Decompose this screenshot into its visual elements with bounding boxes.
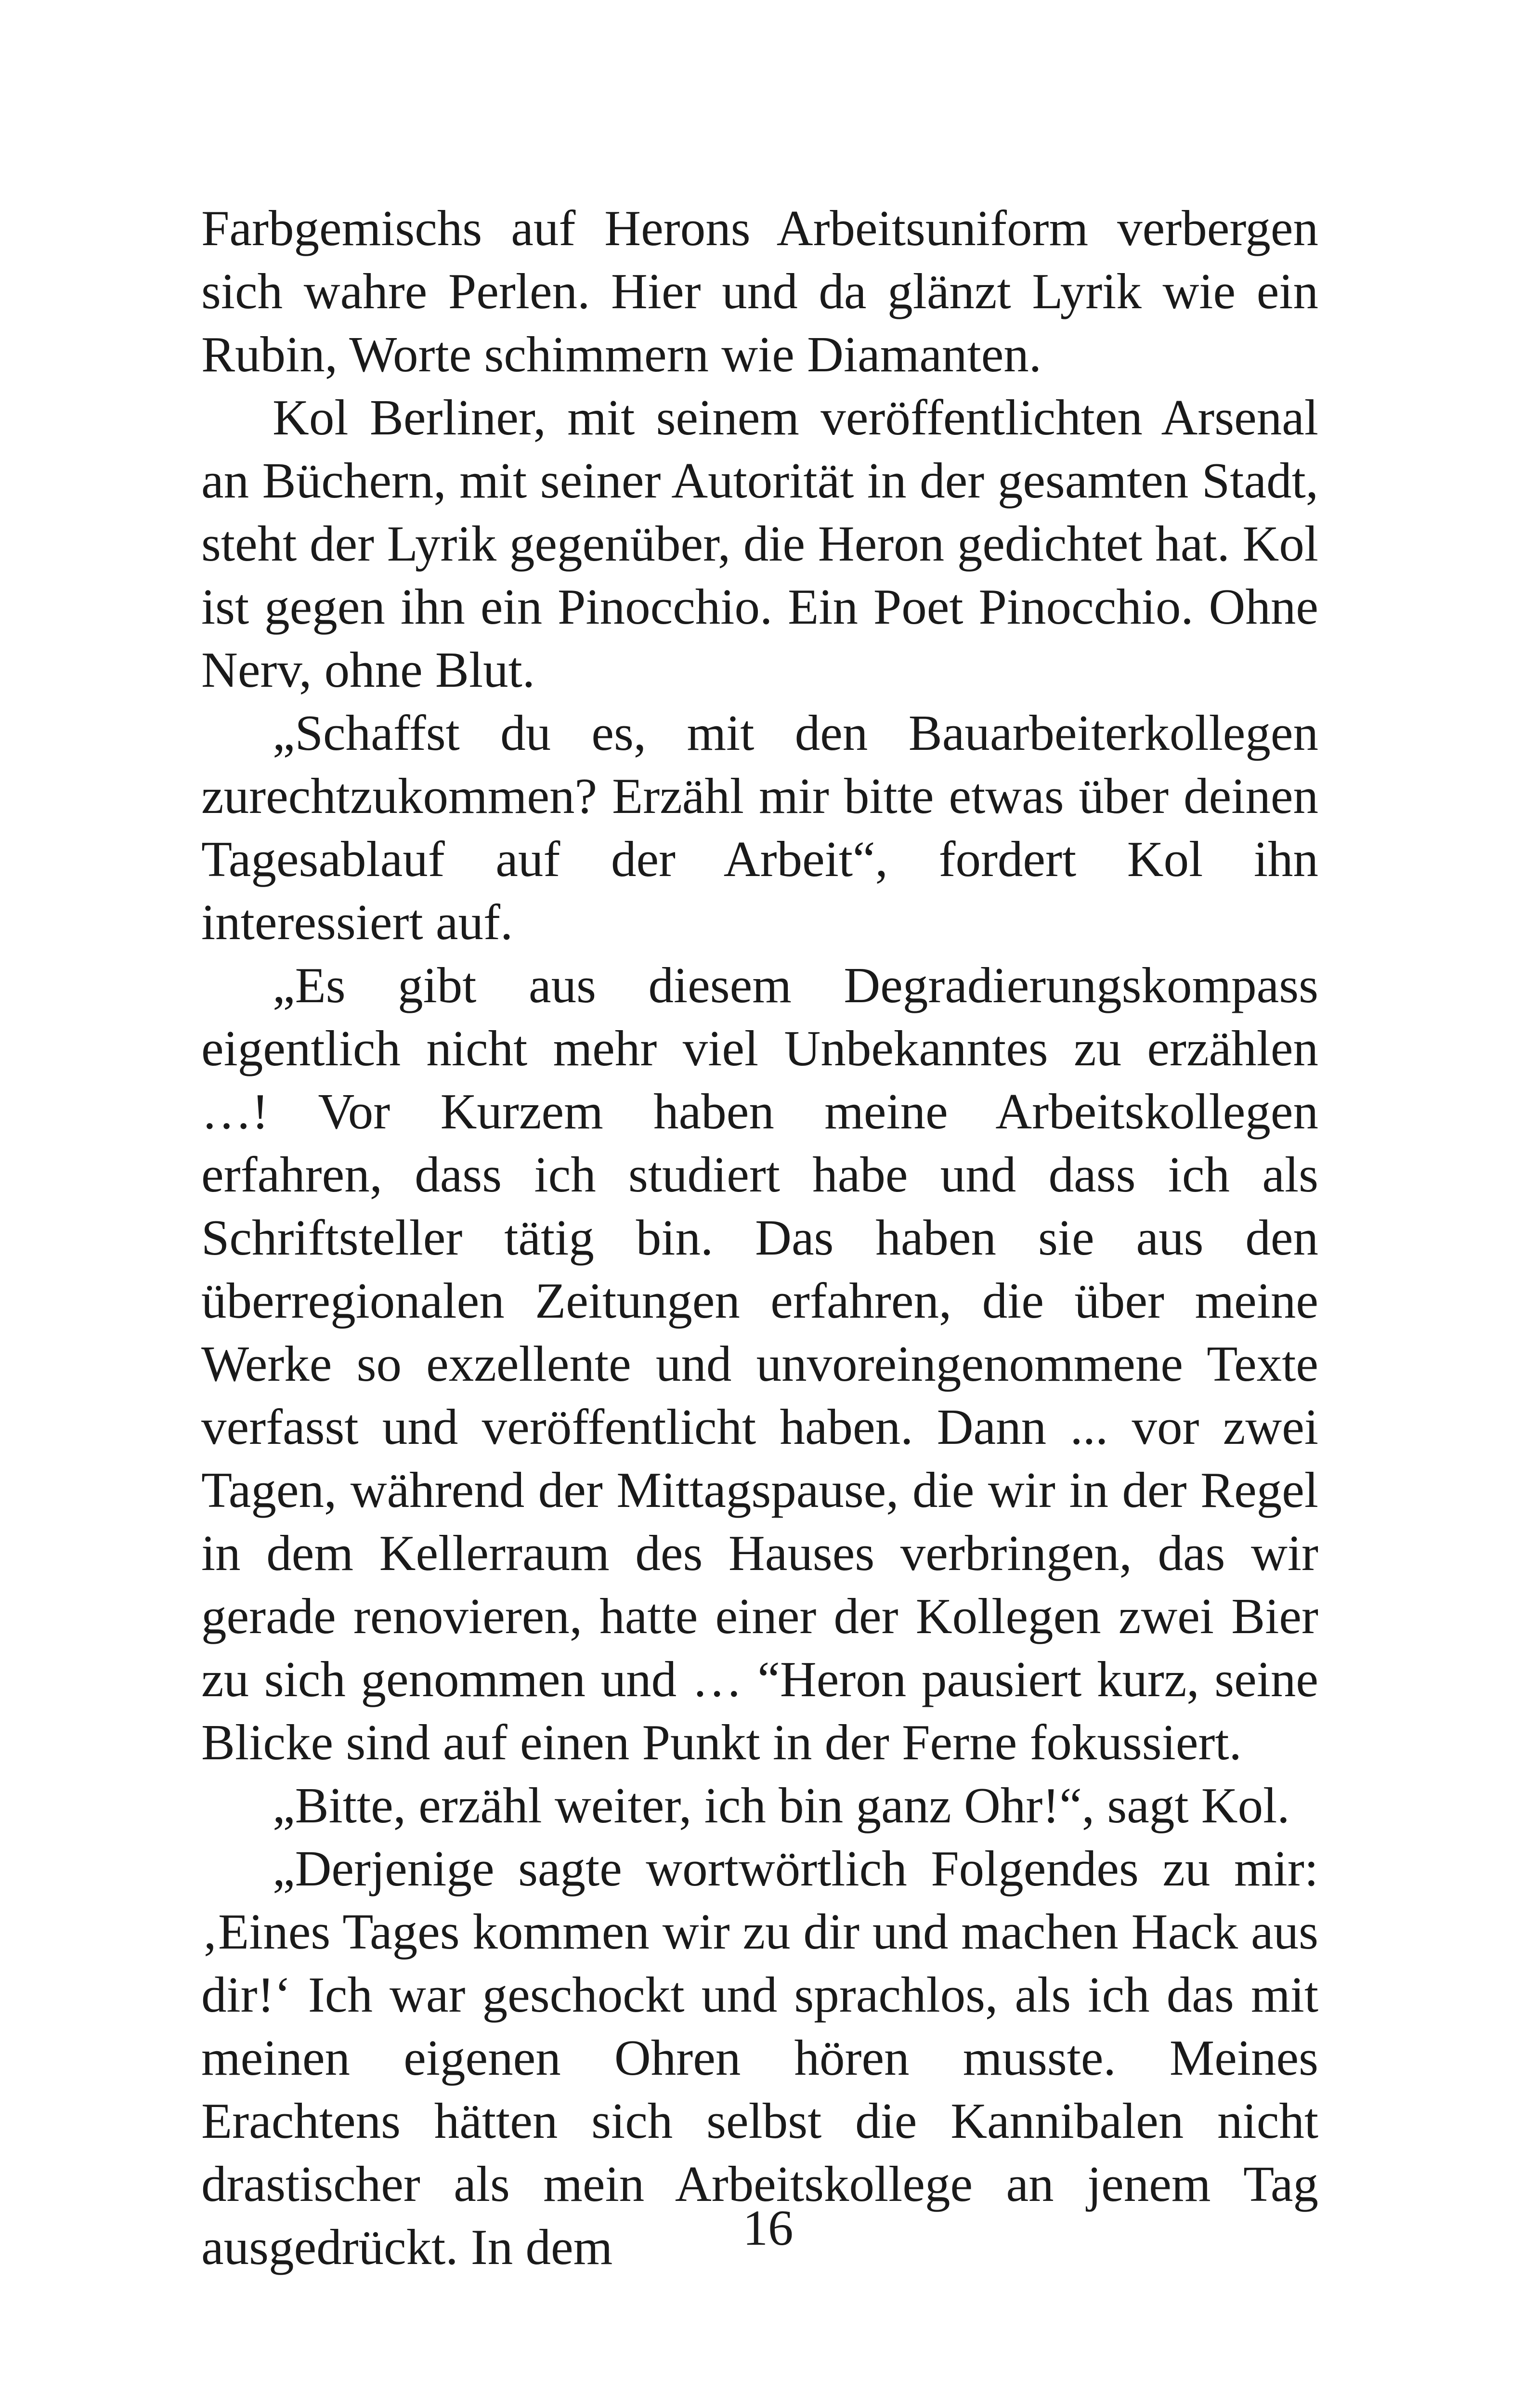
paragraph: „Schaffst du es, mit den Bauarbeiterkollegen zurechtzukommen? Erzähl mir bitte etwas über deinen Tagesablauf auf der Arbeit“, fordert Kol ihn interessiert auf. — [201, 705, 1318, 950]
page-number: 16 — [742, 2199, 794, 2256]
paragraph: „Derjenige sagte wortwörtlich Folgendes zu mir: ‚Eines Tages kommen wir zu dir und machen Hack aus dir!‘ Ich war geschockt und sprachlos, als ich das mit meinen eigenen Ohren hören musste. Meines Erachtens hätten sich selbst die Kannibalen nicht drastischer als mein Arbeitskollege an jenem Tag ausgedrückt. In dem — [201, 1840, 1318, 2275]
paragraph: Farbgemischs auf Herons Arbeitsuniform verbergen sich wahre Perlen. Hier und da glänzt Lyrik wie ein Rubin, Worte schimmern wie Diamanten. — [201, 200, 1318, 382]
paragraph: „Bitte, erzähl weiter, ich bin ganz Ohr!“, sagt Kol. — [273, 1777, 1290, 1833]
paragraph: „Es gibt aus diesem Degradierungskompass eigentlich nicht mehr viel Unbekanntes zu erzählen …! Vor Kurzem haben meine Arbeitskollegen erfahren, dass ich studiert habe und dass ich als Schriftsteller tätig bin. Das haben sie aus den überregionalen Zeitungen erfahren, die über meine Werke so exzellente und unvoreingenommene Texte verfasst und veröffentlicht haben. Dann ... vor zwei Tagen, während der Mittagspause, die wir in der Regel in dem Kellerraum des Hauses verbringen, das wir gerade renovieren, hatte einer der Kollegen zwei Bier zu sich genommen und … “Heron pausiert kurz, seine Blicke sind auf einen Punkt in der Ferne fokussiert. — [201, 957, 1318, 1770]
paragraph: Kol Berliner, mit seinem veröffentlichten Arsenal an Büchern, mit seiner Autorität in der gesamten Stadt, steht der Lyrik gegenüber, die Heron gedichtet hat. Kol ist gegen ihn ein Pinocchio. Ein Poet Pinocchio. Ohne Nerv, ohne Blut. — [201, 389, 1318, 698]
body-text — [201, 196, 1318, 2278]
